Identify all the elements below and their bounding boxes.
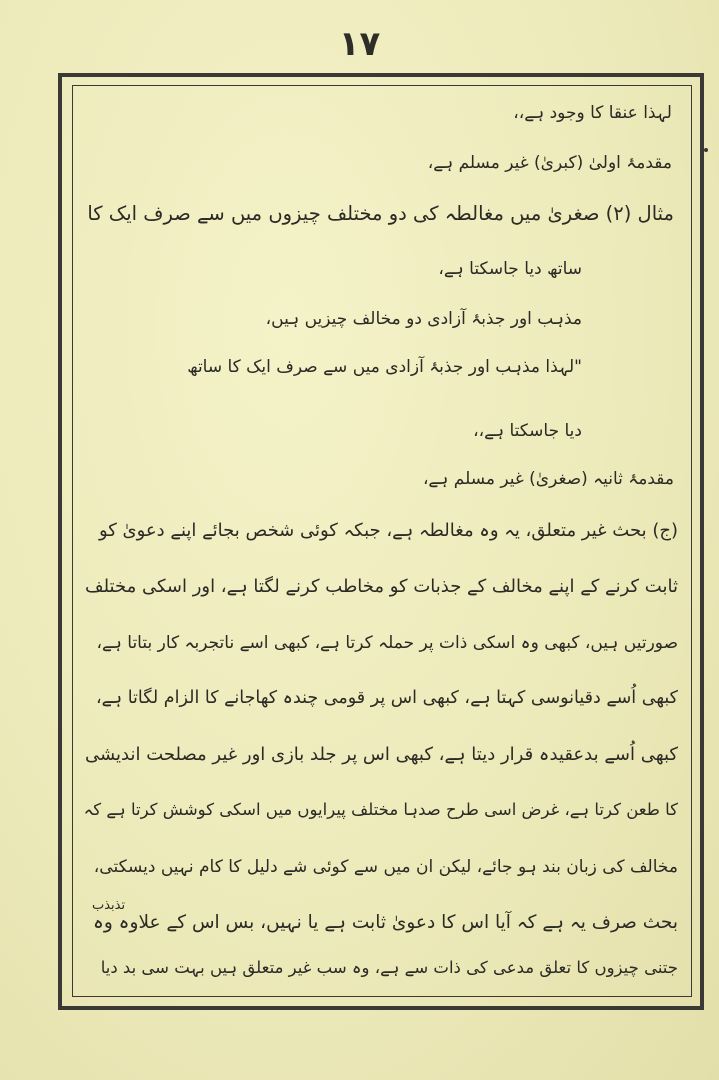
text-line: مقدمۂ اولیٰ (کبریٰ) غیر مسلم ہے، bbox=[427, 153, 672, 173]
text-line: مثال (۲) صغریٰ میں مغالطہ کی دو مختلف چیزوں میں سے صرف ایک کا bbox=[87, 202, 674, 225]
text-line: مقدمۂ ثانیہ (صغریٰ) غیر مسلم ہے، bbox=[422, 469, 674, 489]
text-line: ساتھ دیا جاسکتا ہے، bbox=[438, 259, 582, 279]
text-line: جتنی چیزوں کا تعلق مدعی کی ذات سے ہے، وہ سب غیر متعلق ہیں بہت سی بد دیا bbox=[100, 958, 678, 977]
margin-note: تذبذب bbox=[92, 898, 126, 913]
text-line: دیا جاسکتا ہے،، bbox=[473, 421, 582, 441]
text-line: کا طعن کرتا ہے، غرض اسی طرح صدہا مختلف پیرایوں میں اسکی کوشش کرتا ہے کہ bbox=[83, 800, 678, 819]
ink-speck bbox=[704, 148, 708, 152]
text-line: بحث صرف یہ ہے کہ آیا اس کا دعویٰ ثابت ہے یا نہیں، بس اس کے علاوہ وہ bbox=[93, 912, 678, 933]
text-line: کبھی اُسے بدعقیدہ قرار دیتا ہے، کبھی اس پر جلد بازی اور غیر مصلحت اندیشی bbox=[84, 744, 678, 765]
page-body bbox=[80, 90, 682, 990]
text-line: ثابت کرنے کے اپنے مخالف کے جذبات کو مخاطب کرنے لگتا ہے، اور اسکی مختلف bbox=[84, 576, 678, 597]
text-line: لہذا عنقا کا وجود ہے،، bbox=[513, 103, 672, 123]
page-number: ۱۷ bbox=[338, 24, 381, 64]
text-line: صورتیں ہیں، کبھی وہ اسکی ذات پر حملہ کرتا ہے، کبھی اسے ناتجربہ کار بتاتا ہے، bbox=[96, 633, 678, 653]
text-line: کبھی اُسے دقیانوسی کہتا ہے، کبھی اس پر قومی چندہ کھاجانے کا الزام لگاتا ہے، bbox=[95, 688, 678, 708]
text-line: "لہذا مذہب اور جذبۂ آزادی میں سے صرف ایک کا ساتھ bbox=[187, 357, 582, 377]
text-line: مخالف کی زبان بند ہو جائے، لیکن ان میں سے کوئی شے دلیل کا کام نہیں دیسکتی، bbox=[93, 857, 678, 877]
text-line: مذہب اور جذبۂ آزادی دو مخالف چیزیں ہیں، bbox=[265, 309, 582, 329]
text-line: (ج) بحث غیر متعلق، یہ وہ مغالطہ ہے، جبکہ کوئی شخص بجائے اپنے دعویٰ کو bbox=[98, 520, 678, 541]
